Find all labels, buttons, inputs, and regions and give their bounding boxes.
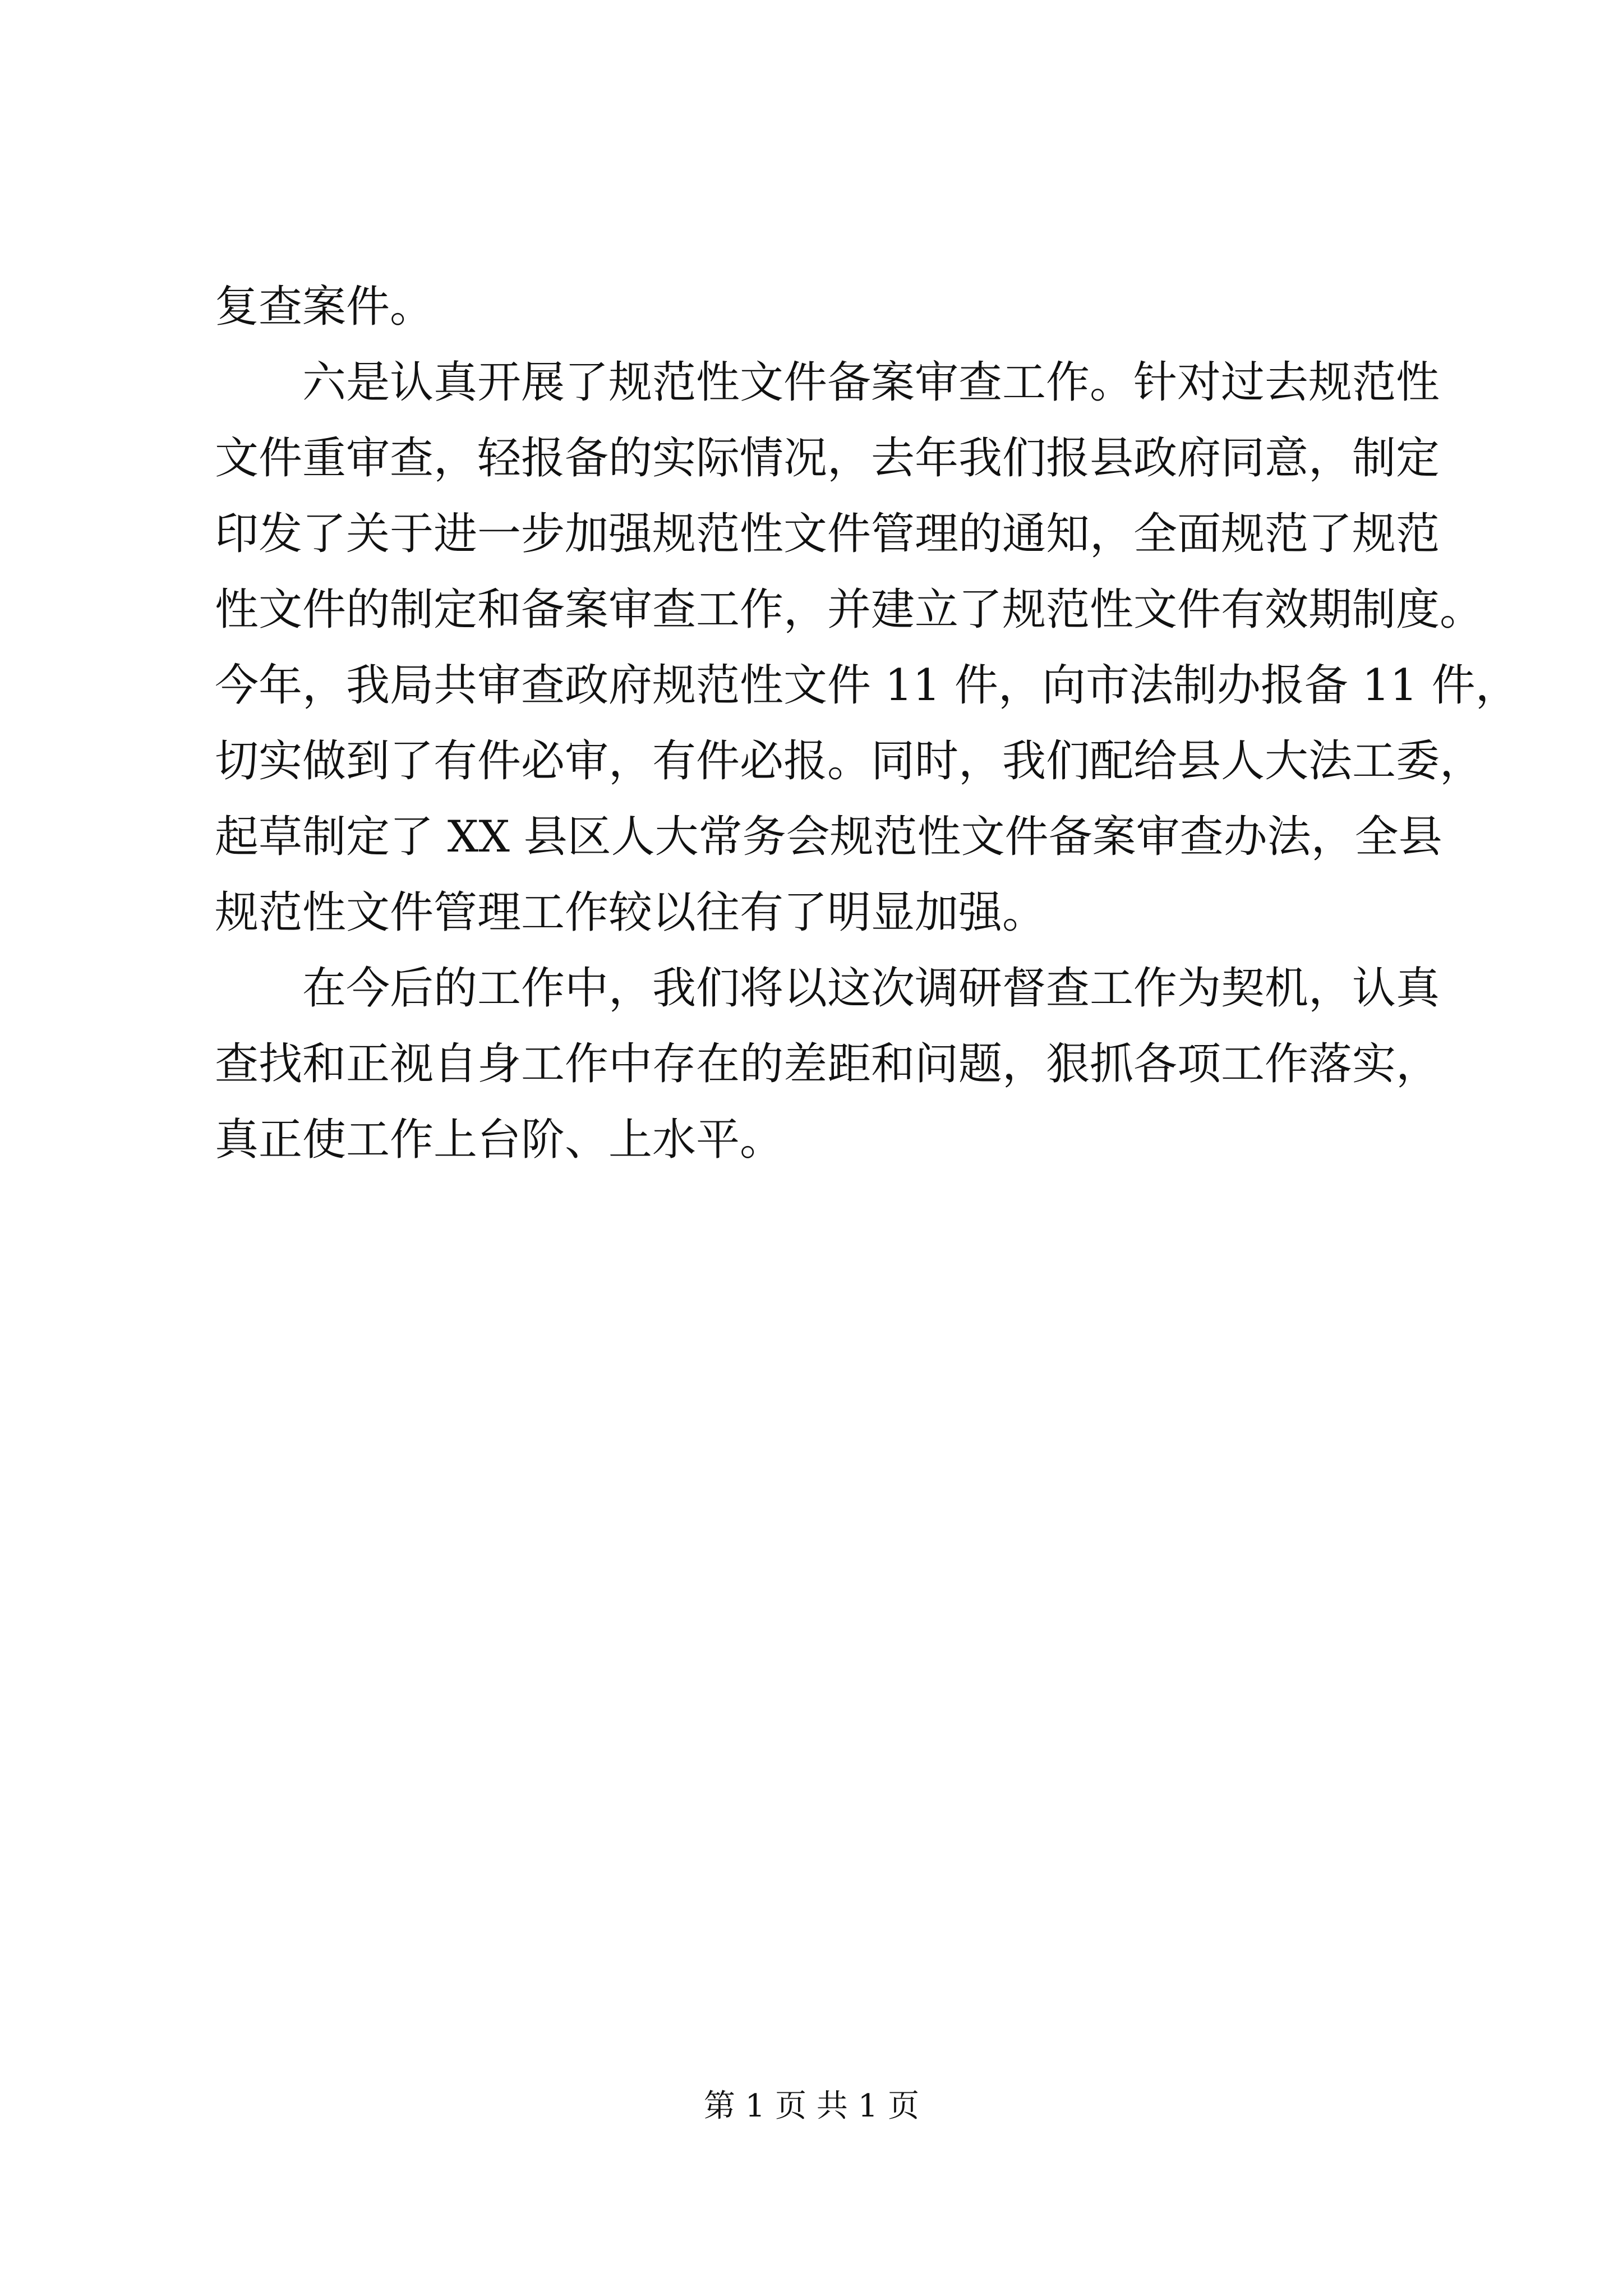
paragraph-6-line-4: 性文件的制定和备案审查工作，并建立了规范性文件有效期制度。 [215,585,1484,635]
closing-paragraph-line-3: 真正使工作上台阶、上水平。 [215,1115,784,1165]
document-body [215,269,1519,1178]
paragraph-6-line-6: 切实做到了有件必审，有件必报。同时，我们配给县人大法工委， [215,736,1484,786]
paragraph-6-line-1: 六是认真开展了规范性文件备案审查工作。针对过去规范性 [302,357,1440,408]
paragraph-6-line-2: 文件重审查，轻报备的实际情况，去年我们报县政府同意，制定 [215,433,1440,484]
closing-paragraph-line-2: 查找和正视自身工作中存在的差距和问题，狠抓各项工作落实， [215,1039,1440,1089]
paragraph-6-line-8: 规范性文件管理工作较以往有了明显加强。 [215,887,1046,938]
paragraph-6-line-7: 起草制定了 XX 县区人大常务会规范性文件备案审查办法，全县 [215,812,1442,862]
text-line: 复查案件。 [215,282,434,332]
paragraph-6-line-5: 今年，我局共审查政府规范性文件 11 件，向市法制办报备 11 件， [215,660,1519,711]
paragraph-6-line-3: 印发了关于进一步加强规范性文件管理的通知，全面规范了规范 [215,509,1440,559]
page-footer: 第 1 页 共 1 页 [703,2088,920,2124]
closing-paragraph-line-1: 在今后的工作中，我们将以这次调研督查工作为契机，认真 [302,963,1440,1014]
